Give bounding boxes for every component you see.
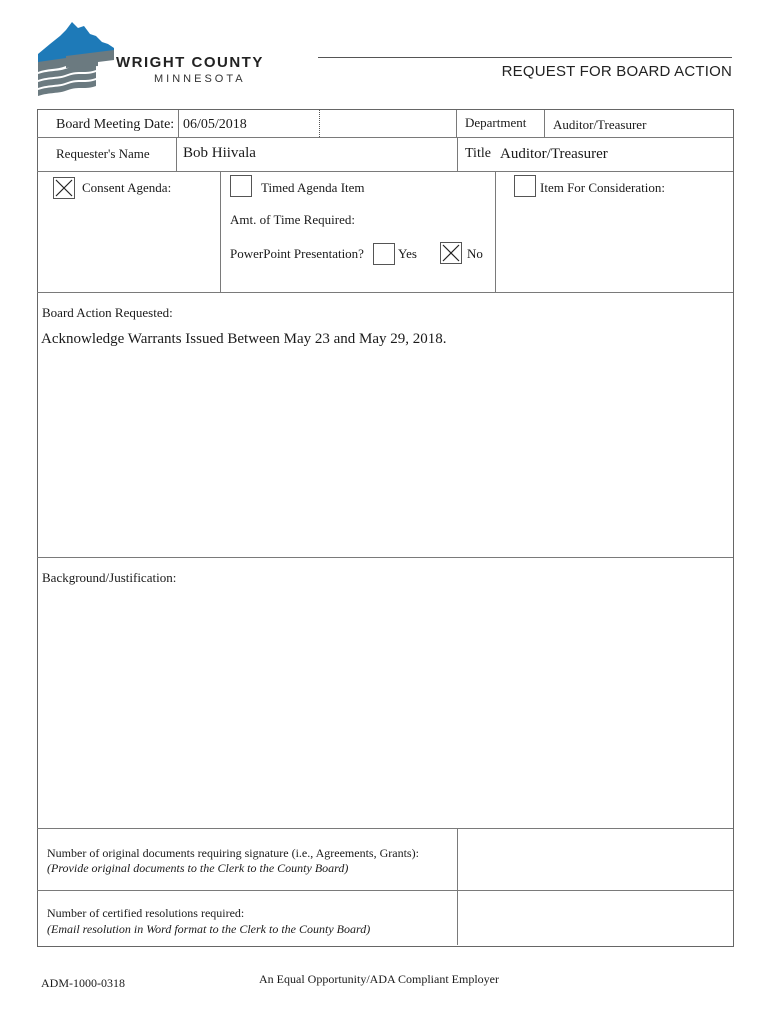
powerpoint-no-label: No xyxy=(467,246,483,261)
checkmark-x-icon xyxy=(441,243,461,263)
original-docs-label: Number of original documents requiring signature (i.e., Agreements, Grants): xyxy=(47,846,419,860)
vrule-department-value xyxy=(544,110,545,138)
county-logo xyxy=(36,18,316,96)
vrule-meeting xyxy=(178,110,179,138)
powerpoint-yes-checkbox[interactable] xyxy=(373,243,395,265)
vrule-department xyxy=(456,110,457,138)
resolutions-label: Number of certified resolutions required: xyxy=(47,906,245,920)
consideration-label: Item For Consideration: xyxy=(540,180,665,195)
rule-agenda xyxy=(37,292,733,293)
timed-agenda-label: Timed Agenda Item xyxy=(261,180,365,195)
employer-note: An Equal Opportunity/ADA Compliant Employer xyxy=(259,972,499,986)
meeting-date-field[interactable]: 06/05/2018 xyxy=(183,117,247,132)
checkmark-x-icon xyxy=(54,178,74,198)
consent-agenda-checkbox[interactable] xyxy=(53,177,75,199)
timed-agenda-checkbox[interactable] xyxy=(230,175,252,197)
rule-background xyxy=(37,828,733,829)
powerpoint-no-checkbox[interactable] xyxy=(440,242,462,264)
vrule-signatures xyxy=(457,828,458,945)
meeting-date-label: Board Meeting Date: xyxy=(56,117,175,132)
form-code: ADM-1000-0318 xyxy=(41,976,125,990)
vrule-meeting-dotted xyxy=(319,110,320,137)
background-field[interactable] xyxy=(40,592,728,822)
vrule-requester xyxy=(176,138,177,171)
department-label: Department xyxy=(465,115,527,130)
rule-row2 xyxy=(37,171,733,172)
consent-agenda-label: Consent Agenda: xyxy=(82,180,172,195)
powerpoint-yes-label: Yes xyxy=(398,246,417,261)
logo-name: WRIGHT COUNTY xyxy=(116,54,264,71)
resolutions-note: (Email resolution in Word format to the Clerk to the County Board) xyxy=(47,922,371,936)
consideration-checkbox[interactable] xyxy=(514,175,536,197)
title-field[interactable]: Auditor/Treasurer xyxy=(500,146,608,162)
rule-signatures xyxy=(37,890,733,891)
vrule-agenda-left xyxy=(220,171,221,292)
title-label: Title xyxy=(465,146,491,161)
vrule-agenda-right xyxy=(495,171,496,292)
logo-mark-icon xyxy=(36,18,116,96)
resolutions-field[interactable] xyxy=(460,893,730,943)
header-rule xyxy=(318,57,732,58)
original-docs-field[interactable] xyxy=(460,831,730,887)
board-action-label: Board Action Requested: xyxy=(42,305,173,320)
vrule-title xyxy=(457,138,458,171)
rule-row1 xyxy=(37,137,733,138)
requester-field[interactable]: Bob Hiivala xyxy=(183,145,256,161)
background-label: Background/Justification: xyxy=(42,570,177,585)
board-action-field[interactable]: Acknowledge Warrants Issued Between May 23 and May 29, 2018. xyxy=(41,331,447,347)
requester-label: Requester's Name xyxy=(56,146,150,161)
powerpoint-label: PowerPoint Presentation? xyxy=(230,246,364,261)
logo-subtitle: MINNESOTA xyxy=(154,73,246,85)
department-field[interactable]: Auditor/Treasurer xyxy=(553,117,647,132)
original-docs-note: (Provide original documents to the Clerk to the County Board) xyxy=(47,861,349,875)
form-title: REQUEST FOR BOARD ACTION xyxy=(501,63,732,80)
amt-time-label: Amt. of Time Required: xyxy=(230,212,355,227)
rule-action xyxy=(37,557,733,558)
